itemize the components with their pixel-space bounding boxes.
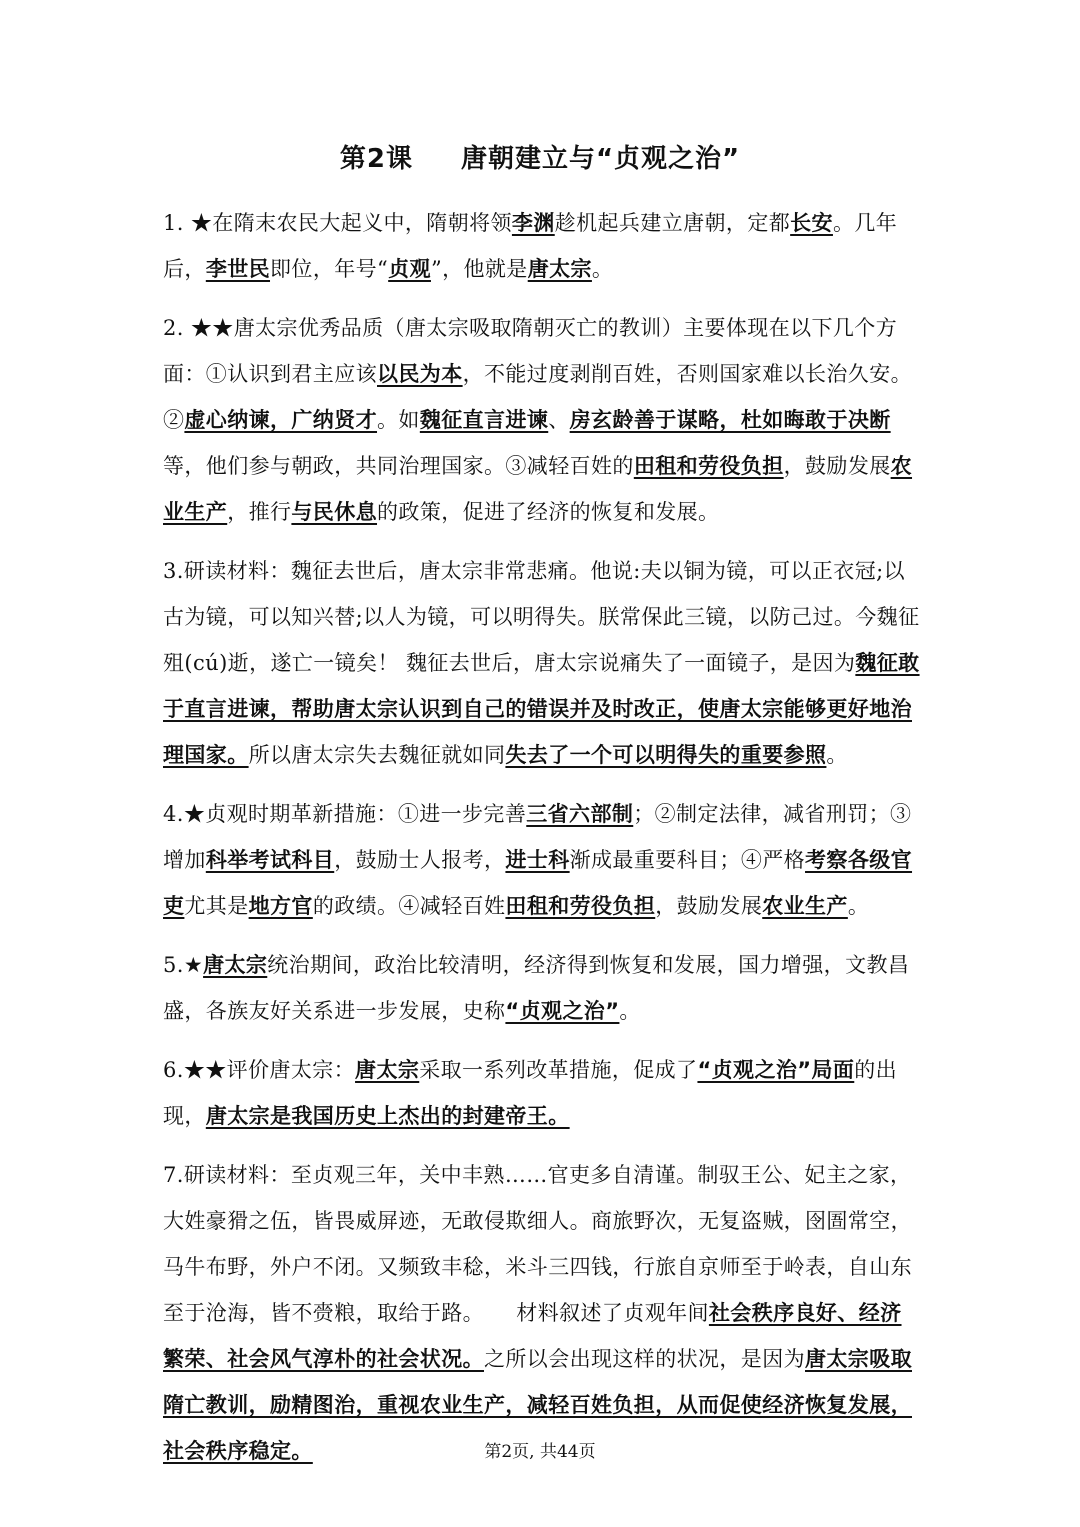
- text-run: 的政绩。④减轻百姓: [312, 894, 506, 918]
- page-footer: 第2页, 共44页: [484, 1442, 596, 1462]
- paragraph-7: [163, 1152, 921, 1474]
- lesson-name: 唐朝建立与“贞观之治”: [460, 144, 741, 174]
- text-run: 2. ★★唐太宗优秀品质（唐太宗吸取隋朝灭亡的教训）主要体现在以下几个方面：①认识到君主应该: [163, 316, 898, 386]
- text-run: 的出现，: [163, 1058, 898, 1128]
- text-run: 尤其是: [184, 894, 249, 918]
- text-run: 5.★: [163, 953, 204, 977]
- key-term: 贞观: [388, 257, 431, 281]
- key-term: 田租和劳役负担: [505, 894, 656, 918]
- text-run: ；②制定法律，减省刑罚；③增加: [163, 802, 912, 872]
- text-run: ，鼓励士人报考，: [334, 848, 506, 872]
- page-title: [0, 138, 1080, 175]
- text-run: ，不能过度剥削百姓，否则国家难以长治久安。②: [163, 362, 913, 432]
- key-term: 科举考试科目: [205, 848, 335, 872]
- key-term: 失去了一个可以明得失的重要参照: [505, 743, 827, 767]
- paragraph-2: [163, 305, 921, 535]
- text-run: 之所以会出现这样的状况，是因为: [484, 1347, 805, 1371]
- lesson-number: 第2课: [339, 144, 413, 174]
- key-term: 长安: [790, 211, 833, 235]
- text-run: 。: [826, 743, 848, 767]
- paragraph-1: [163, 200, 921, 292]
- key-term: 以民为本: [377, 362, 463, 386]
- paragraph-4: [163, 791, 921, 929]
- text-run: 。几年后，: [163, 211, 898, 281]
- text-run: 等，他们参与朝政，共同治理国家。③减轻百姓的: [163, 454, 634, 478]
- text-run: 的政策，促进了经济的恢复和发展。: [377, 500, 720, 524]
- text-run: 7.研读材料：至贞观三年，关中丰熟……官吏多自清谨。制驭王公、妃主之家，大姓豪猾之伍，皆畏威屏迹，无敢侵欺细人。商旅野次，无复盗贼，囹圄常空，马牛布野，外户不闭。又频致丰稔，米斗三四钱，行旅自京师至于岭表，自山东至于沧海，皆不赍粮，取给于路。 材料叙述了贞观年间: [163, 1163, 912, 1325]
- text-run: 即位，年号“: [270, 257, 389, 281]
- key-term: 唐太宗: [527, 257, 592, 281]
- text-run: 。如: [377, 408, 420, 432]
- key-term: 与民休息: [291, 500, 378, 524]
- text-run: 、: [548, 408, 570, 432]
- text-run: 渐成最重要科目；④严格: [569, 848, 806, 872]
- key-term: “贞观之治”: [505, 999, 620, 1023]
- key-term: 唐太宗吸取隋亡教训，励精图治，重视农业生产，减轻百姓负担，从而促使经济恢复发展，社会秩序稳定。: [163, 1347, 912, 1463]
- key-term: 唐太宗是我国历史上杰出的封建帝王。: [205, 1104, 570, 1128]
- key-term: 虚心纳谏，广纳贤才: [184, 408, 378, 432]
- text-run: 所以唐太宗失去魏征就如同: [248, 743, 506, 767]
- key-term: 唐太宗: [203, 953, 268, 977]
- key-term: 地方官: [248, 894, 313, 918]
- key-term: 魏征敢于直言进谏，帮助唐太宗认识到自己的错误并及时改正，使唐太宗能够更好地治理国家。: [163, 651, 920, 767]
- key-term: 李世民: [205, 257, 271, 281]
- key-term: 考察各级官吏: [163, 848, 913, 918]
- key-term: 李渊: [511, 211, 555, 235]
- text-run: ，鼓励发展: [655, 894, 763, 918]
- text-run: ，鼓励发展: [783, 454, 891, 478]
- text-run: 6.★★评价唐太宗：: [163, 1058, 356, 1082]
- key-term: 农业生产: [762, 894, 848, 918]
- text-run: 1. ★在隋末农民大起义中，隋朝将领: [163, 211, 512, 235]
- key-term: 房玄龄善于谋略，杜如晦敢于决断: [569, 408, 891, 432]
- main-content: [163, 200, 921, 1487]
- text-run: ，推行: [227, 500, 292, 524]
- key-term: 社会秩序良好、经济繁荣、社会风气淳朴的社会状况。: [163, 1301, 902, 1371]
- key-term: 魏征直言进谏: [419, 408, 549, 432]
- paragraph-6: [163, 1047, 921, 1139]
- key-term: 三省六部制: [526, 802, 634, 826]
- key-term: 农业生产: [163, 454, 913, 524]
- text-run: 4.★贞观时期革新措施：①进一步完善: [163, 802, 527, 826]
- paragraph-5: [163, 942, 921, 1034]
- text-run: 。: [591, 257, 614, 281]
- key-term: 唐太宗: [355, 1058, 420, 1082]
- text-run: 。: [847, 894, 870, 918]
- text-run: ”，他就是: [430, 257, 528, 281]
- text-run: 。: [619, 999, 641, 1023]
- key-term: 田租和劳役负担: [633, 454, 784, 478]
- key-term: 进士科: [505, 848, 570, 872]
- text-run: 趁机起兵建立唐朝，定都: [554, 211, 791, 235]
- text-run: 采取一系列改革措施，促成了: [419, 1058, 698, 1082]
- text-run: 3.研读材料：魏征去世后，唐太宗非常悲痛。他说:夫以铜为镜，可以正衣冠;以古为镜，可以知兴替;以人为镜，可以明得失。朕常保此三镜，以防己过。今魏征殂(cú)逝，遂亡一镜矣！ 魏征去世后，唐太宗说痛失了一面镜子，是因为: [163, 559, 920, 675]
- paragraph-3: [163, 548, 921, 778]
- key-term: “贞观之治”局面: [697, 1058, 855, 1082]
- text-run: 统治期间，政治比较清明，经济得到恢复和发展，国力增强，文教昌盛，各族友好关系进一步发展，史称: [163, 953, 910, 1023]
